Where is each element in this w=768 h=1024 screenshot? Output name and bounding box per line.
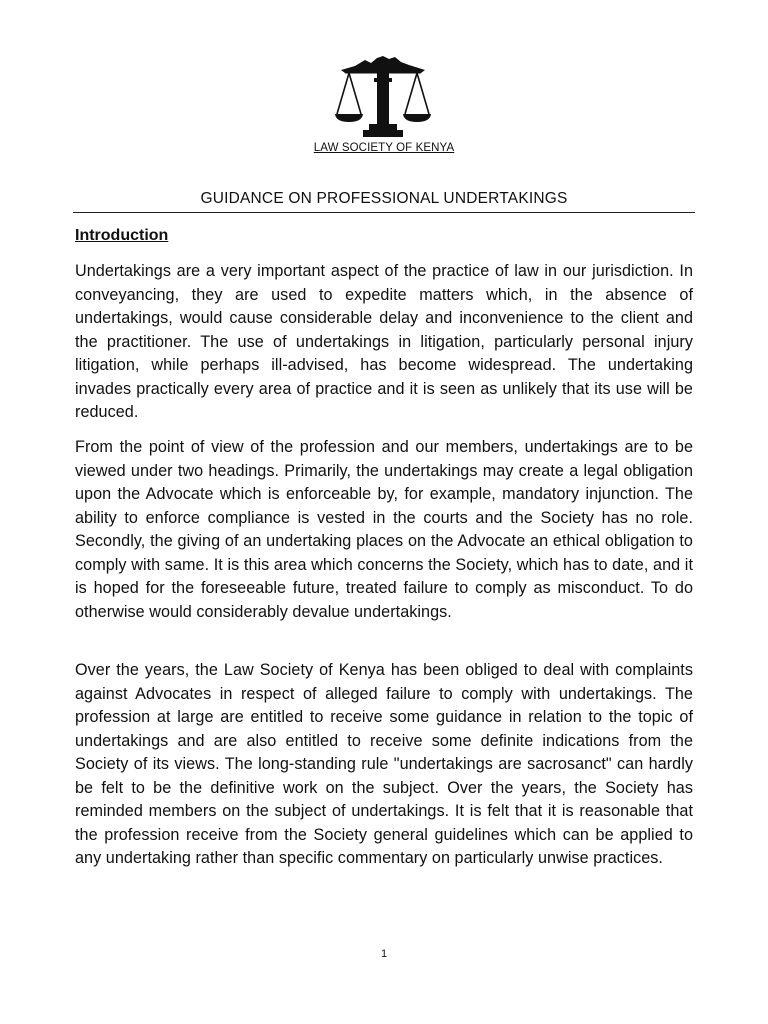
scales-of-justice-icon [333,56,433,140]
page-number: 1 [380,948,388,960]
title-divider [73,212,695,213]
organization-name: LAW SOCIETY OF KENYA [313,142,455,154]
paragraph-2: From the point of view of the profession and our members, undertakings are to be viewed under two headings. Primarily, the undertakings may create a legal obligation upon the Advocate which is enforceable by, for example, mandatory injunction. The ability to enforce compliance is vested in the courts and the Society has no role. Secondly, the giving of an undertaking places on the Advocate an ethical obligation to comply with same. It is this area which concerns the Society, which has to date, and it is hoped for the foreseeable future, treated failure to comply as misconduct. To do otherwise would considerably devalue undertakings. [75,438,693,621]
section-heading: Introduction [75,227,169,244]
document-title: GUIDANCE ON PROFESSIONAL UNDERTAKINGS [200,190,568,207]
paragraph-1: Undertakings are a very important aspect of the practice of law in our jurisdiction. In conveyancing, they are used to expedite matters which, in the absence of undertakings, would cause considerable delay and inconvenience to the client and the practitioner. The use of undertakings in litigation, particularly personal injury litigation, while perhaps ill-advised, has become widespread. The undertaking invades practically every area of practice and it is seen as unlikely that its use will be reduced. [75,262,693,421]
paragraph-3: Over the years, the Law Society of Kenya has been obliged to deal with complaints against Advocates in respect of alleged failure to comply with undertakings. The profession at large are entitled to receive some guidance in relation to the topic of undertakings and are also entitled to receive some definite indications from the Society of its views. The long-standing rule "undertakings are sacrosanct" can hardly be felt to be the definitive work on the subject. Over the years, the Society has reminded members on the subject of undertakings. It is felt that it is reasonable that the profession receive from the Society general guidelines which can be applied to any undertaking rather than specific commentary on particularly unwise practices. [75,661,693,867]
